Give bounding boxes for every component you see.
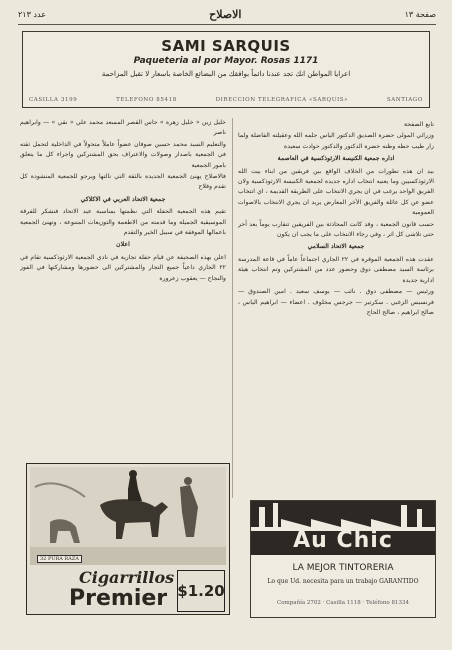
sarquis-contact-telefono: TELEFONO 85418 [116,97,177,103]
column-divider [232,118,233,498]
page-number-right: صفحة ١٣ [404,9,436,19]
left-paragraph: فالاصلاح يهنئ الجمعية الجديدة بالثقة التي نالتها ويرجو للجمعية المنشودة كل تقدم وفلاح [20,173,226,191]
horse-rider-illustration-svg [30,467,226,565]
left-heading-notice: اعلان [116,241,130,249]
tintoreria-heading: LA MEJOR TINTORERIA [292,563,394,573]
left-paragraph: تقيم هذه الجمعية الحفلة التي نظمتها بمناسبة عيد الاتحاد فنشكر للفرقة الموسيقية الجميلة وما قدمته من الاطعمة والتوزيعات المتنوعة ، وتهنئ الجمعية باعمالها الموفقة في سبيل الخير والتقدم [20,208,226,237]
tintoreria-slogan: Lo que Ud. necesita para un trabajo GARANTIDO [267,578,419,585]
right-article-column [238,120,434,495]
masthead: الاصلاح [209,7,242,21]
cigarrillos-premier-advertisement [26,463,230,615]
sarquis-name: SAMI SARQUIS [161,37,291,55]
sarquis-arabic-line: اعرايا المواطن انك تجد عندنا دائماً بوافقك من البضائع الخاصة باسعار لا تقبل المزاحمة [101,70,351,78]
tintoreria-contact: Compañía 2702 · Casilla 1118 · Teléfono 81334 [277,600,409,606]
price-box: $1.20 [177,570,225,612]
right-paragraph: بيد ان هذه تطورات من الخلاف الواقع بين فريقين من ابناء بيت الله الارثوذكسيين وما يعنيه انتخاب اداره جديدة لجمعية الكنيسة الارثوذكسية ولان الفريق الواحد يرغب في ان يجري الانتخاب على الطريقة القديمة ، اي انتخاب عضو عن كل عائلة والفريق الآخر المعارض يريد ان يجري الانتخاب بالاصوات العمومية [238,167,434,217]
left-paragraph: خليل زين « خليل زهرة » جاس القصر المسعد محمد علي « نقي » — وابراهيم ناصر [20,119,226,137]
page-number-left: عدد ٢١٣ [18,9,46,19]
premier-brand: Premier [69,586,168,611]
right-paragraph: ورئيس — مصطفى دوق . نائب — يوسف سعيد . امين الصندوق — فرنسيس الزغبي . سكرتير — جرجس مخلوف . اعضاء — ابراهيم الياس ، صالح ابراهيم ، صالح الحاج [238,288,434,316]
right-subheading: اداره جمعية الكنيسة الارثوذكسية في العاصمة [277,155,395,163]
header-rule [18,24,436,25]
left-paragraph: والتعليم السيد محمد حسين صوفان عضواً عاملاً متحولاً في الداخلية لتحمل ثقته في الجمعية باصدار وصولات والاعتراف بحق المشتركين واجراء كل ما يتعلق بامور الجمعية [20,140,226,169]
right-paragraph: حسب قانون الجمعية ، وقد كانت المحادثة بين الفريقين تتقارب يوماً بعد آخر حتى تلاشى كل اثر ، وفي رجاء الانتخاب على ما يجب ان يكون [238,220,434,239]
sarquis-contact-line [29,97,423,103]
au-chic-title: Au Chic [293,528,393,553]
left-article-column [20,118,226,468]
horse-rider-illustration [30,467,226,565]
left-paragraph: اعلن بهذه الصحيفة عن قيام حفلة تجارية في نادي الجمعية الارثوذكسية تقام في ٢٢ الجاري داعياً جميع التجار والمشتركين الى حضورها ومشاركتها في الفوز والنجاح — يعقوب زعرورة [20,253,226,282]
sarquis-subtitle: Paqueteria al por Mayor. Rosas 1171 [133,56,319,66]
sarquis-contact-direccion: DIRECCION TELEGRAFICA «SARQUIS» [215,97,349,103]
right-paragraph: وزرائي المولى حضرة الصديق الدكتور الياس جلمه الله وعقيلته الفاضلة ولما زار طيب حظه وظنه حضرة الدكتور والدكتور حوادث سعيدة [238,132,434,150]
pura-raza-tag: 32 PURA RAZA [37,555,82,563]
right-heading: جمعية الاتحاد السلامي [307,243,365,251]
sarquis-contact-city: SANTIAGO [386,97,423,103]
sarquis-contact-casilla: CASILLA 3199 [29,97,78,103]
page-header [18,6,436,22]
right-paragraph: تابع الصفحة [403,121,434,128]
au-chic-advertisement [250,500,436,618]
left-heading-ittihad: جمعية الاتحاد العربي في الاكلاكي [80,195,166,203]
sarquis-advertisement [22,31,430,108]
cigarrillos-label: Cigarrillos [79,568,175,587]
right-paragraph: عقدت هذه الجمعية الموقرة في ٢٢ الجاري اجتماعاً عاماً في قاعة المدرسة برئاسة السيد مصطفى دوق وحضور عدد من المشتركين وتم انتخاب هيئة ادارية جديدة [238,255,434,284]
